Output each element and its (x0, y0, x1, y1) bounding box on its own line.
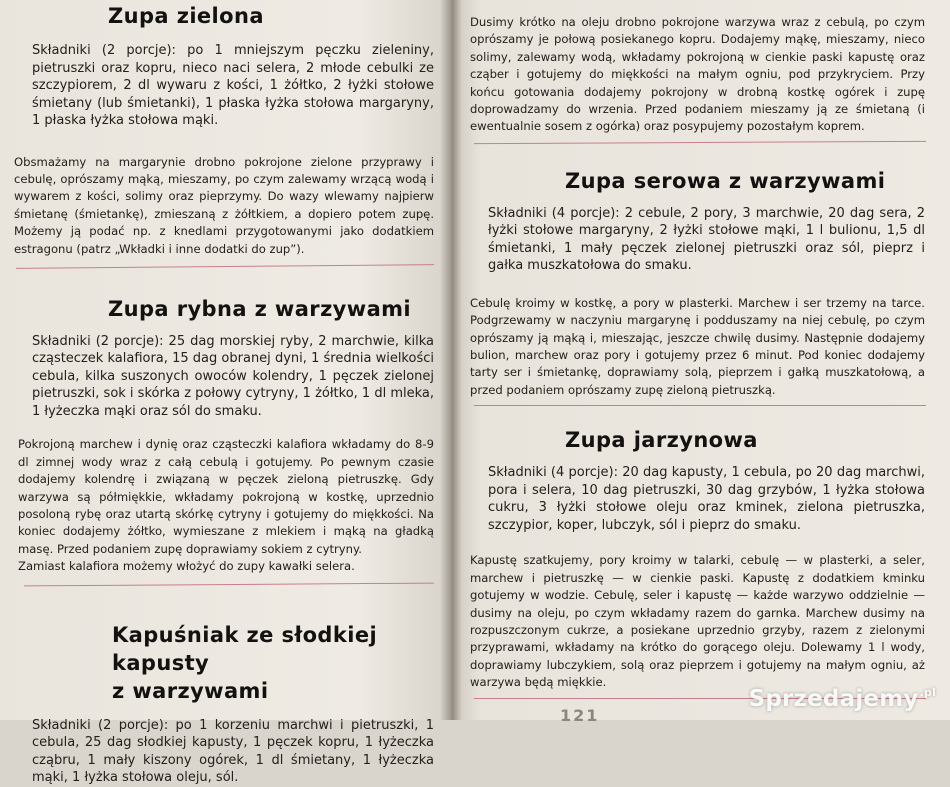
recipe-title-zupa-jarzynowa: Zupa jarzynowa (565, 428, 758, 453)
watermark-brand: Sprzedajemy (748, 686, 919, 712)
book-gutter-shadow (440, 0, 462, 720)
recipe-title-line-2: z warzywami (112, 678, 269, 703)
recipe-method: Pokrojoną marchew i dynię oraz cząsteczki kalafiora wkładamy do 8-9 dl zimnej wody wraz z całą cebulą i gotujemy. Po pewnym czasie dodajemy kolendrę i związaną w pęczek zieloną pietruszkę. Gdy warzywa są półmiękkie, wkładamy pokrojoną w kostkę, uprzednio posoloną rybę oraz utartą skórkę cytryny i gotujemy do miękkości. Na koniec dodajemy żółtko, wymieszane z mlekiem i mąką na gładką masę. Przed podaniem zupę doprawiamy sokiem z cytryny. (18, 437, 434, 556)
recipe-method: Obsmażamy na margarynie drobno pokrojone zielone przyprawy i cebulę, oprószamy mąką, mieszamy, po czym zalewamy wrzącą wodą i wywarem z kości, solimy oraz pieprzymy. Do wazy wlewamy najpierw śmietanę (śmietankę), zmieszaną z żółtkiem, a dopiero potem zupę. Możemy ją podać np. z knedlami przygotowanymi jako dodatkiem estragonu (patrz „Wkładki i inne dodatki do zup”). (14, 154, 434, 256)
left-page (0, 0, 448, 786)
right-page (452, 0, 950, 720)
recipe-title-line-1: Kapuśniak ze słodkiej kapusty (112, 622, 378, 675)
recipe-method: Cebulę kroimy w kostkę, a pory w plasterki. Marchew i ser trzemy na tarce. Podgrzewamy w naczyniu margarynę i podduszamy na niej cebulę, po czym oprószamy ją mąką i, mieszając, jeszcze chwilę dusimy. Następnie dodajemy bulion, marchew oraz pory i gotujemy przez 6 minut. Pod koniec dodajemy tarty ser i śmietankę, doprawiamy solą, pieprzem i gałką muszkatołową, a przed podaniem oprószamy zupę zieloną pietruszką. (470, 295, 925, 397)
recipe-ingredients: Składniki (2 porcje): po 1 korzeniu marchwi i pietruszki, 1 cebula, 25 dag słodkiej kapusty, 1 pęczek kopru, 1 łyżeczka cząbru, 1 mały kiszony ogórek, 1 dl śmietany, 1 łyżeczka mąki, 1 łyżka stołowa oleju, sól. (32, 717, 434, 786)
recipe-ingredients: Składniki (4 porcje): 20 dag kapusty, 1 cebula, po 20 dag marchwi, pora i selera, 10 dag pietruszki, 30 dag grzybów, 1 łyżka stołowa cukru, 3 łyżki stołowe oleju oraz kminek, zielona pietruszka, szczypior, koper, lubczyk, sól i pieprz do smaku. (488, 465, 925, 533)
recipe-title-zupa-zielona: Zupa zielona (108, 4, 264, 28)
page-number: 121 (560, 706, 600, 725)
recipe-ingredients: Składniki (2 porcje): 25 dag morskiej ryby, 2 marchwie, kilka cząsteczek kalafiora, 15 dag obranej dyni, 1 średnia wielkości cebula, kilka suszonych owoców kolendry, 1 pęczek zielonej pietruszki, sok i skórka z połowy cytryny, 1 żółtko, 1 dl mleka, 1 łyżeczka mąki oraz sól do smaku. (32, 333, 434, 419)
right-page-content (470, 14, 925, 699)
sprzedajemy-watermark (749, 686, 936, 712)
divider-line (16, 264, 434, 269)
left-page-content (14, 4, 434, 787)
divider-line (474, 141, 926, 144)
divider-line (474, 405, 926, 406)
recipe-title-zupa-rybna: Zupa rybna z warzywami (108, 296, 412, 321)
recipe-ingredients: Składniki (4 porcje): 2 cebule, 2 pory, 3 marchwie, 20 dag sera, 2 łyżki stołowe margaryny, 2 łyżki stołowe mąki, 1 l bulionu, 1,5 dl śmietanki, 1 mały pęczek zielonej pietruszki oraz sól, pieprz i gałka muszkatołowa do smaku. (488, 205, 925, 274)
recipe-title-kapusniak (112, 621, 434, 705)
recipe-ingredients: Składniki (2 porcje): po 1 mniejszym pęczku zieleniny, pietruszki oraz kopru, nieco naci selera, 2 młode cebulki ze szczypiorem, 2 dl wywaru z kości, 1 żółtko, 2 łyżki stołowe śmietany (lub śmietanki), 1 płaska łyżka stołowa margaryny, 1 płaska łyżka stołowa mąki. (32, 43, 434, 128)
recipe-note: Zamiast kalafiora możemy włożyć do zupy kawałki selera. (18, 559, 355, 574)
recipe-method-continued: Dusimy krótko na oleju drobno pokrojone warzywa wraz z cebulą, po czym oprószamy je połową posiekanego kopru. Dodajemy mąkę, mieszamy, nieco solimy, zalewamy wodą, wkładamy pokrojoną w cienkie paski kapustę oraz cząber i gotujemy do miękkości na małym ogniu, pod przykryciem. Przy końcu gotowania dodajemy pokrojony w drobną kostkę ogórek i zupę doprowadzamy do wrzenia. Przed podaniem mieszamy ją ze śmietaną (i ewentualnie sosem z ogórka) oraz posypujemy pozostałym koprem. (470, 15, 925, 134)
divider-line (24, 582, 434, 586)
recipe-title-zupa-serowa: Zupa serowa z warzywami (565, 168, 886, 193)
watermark-tld: .pl (919, 686, 936, 699)
recipe-method: Kapustę szatkujemy, pory kroimy w talarki, cebulę — w plasterki, a seler, marchew i pietruszkę — w cienkie paski. Kapustę z dodatkiem kminku gotujemy w wodzie. Cebulę, seler i kapustę — każde warzywo oddzielnie — dusimy na oleju, po czym wkładamy razem do garnka. Marchew dusimy na rozpuszczonym cukrze, a posiekane uprzednio grzyby, razem z zielonymi przyprawami, wkładamy na krótko do gorącego oleju. Dolewamy 1 l wody, doprawiamy lubczykiem, solą oraz pieprzem i gotujemy na małym ogniu, aż warzywa będą miękkie. (470, 553, 925, 690)
